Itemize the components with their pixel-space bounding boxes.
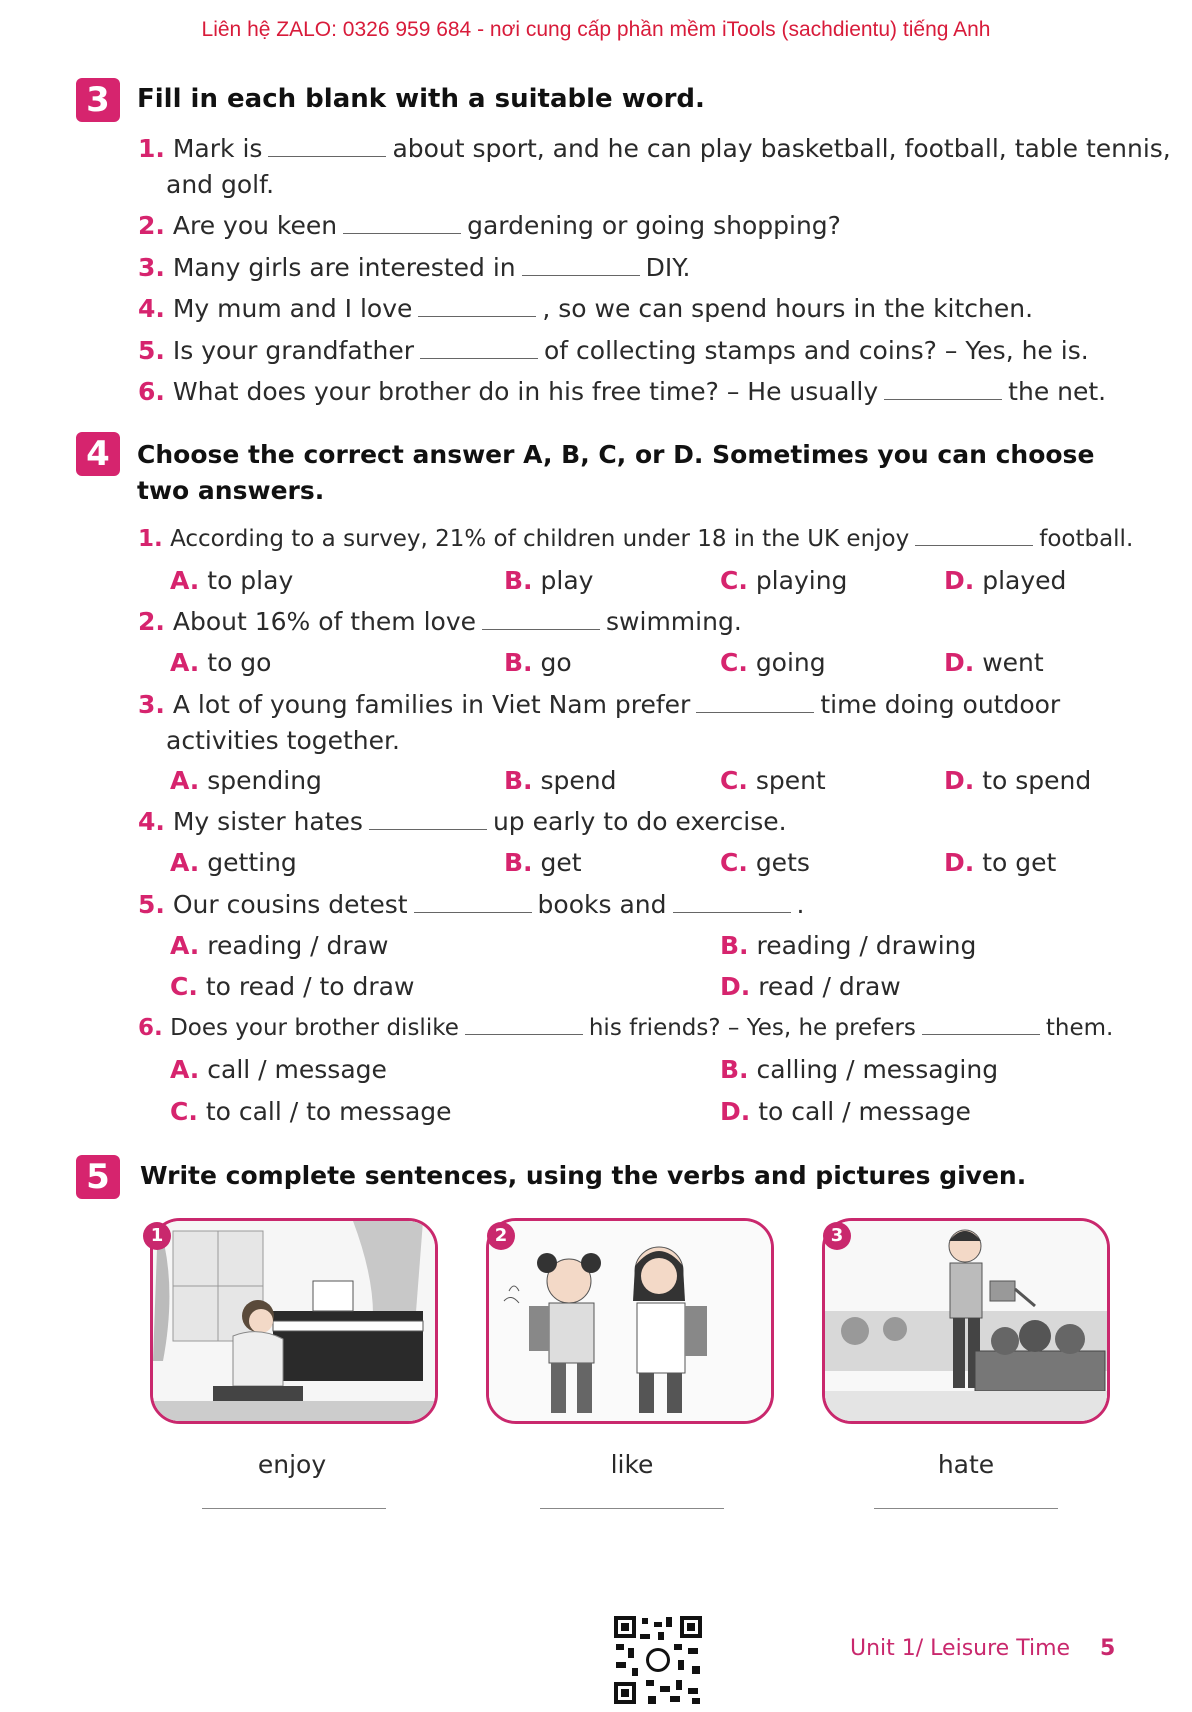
- verb-like: like: [610, 1450, 654, 1479]
- option-text: play: [540, 566, 594, 595]
- question-text: football.: [1039, 526, 1134, 552]
- page-header: Liên hệ ZALO: 0326 959 684 - nơi cung cấp phần mềm iTools (sachdientu) tiếng Anh: [201, 18, 991, 41]
- option-letter: A.: [170, 848, 200, 877]
- ex4-question-4: [138, 807, 787, 836]
- question-number: 5.: [138, 890, 165, 919]
- friends-chatting-illustration: [489, 1221, 771, 1421]
- option-letter: A.: [170, 648, 200, 677]
- option-text: went: [982, 648, 1044, 677]
- option-c[interactable]: [170, 972, 414, 1001]
- question-number: 2.: [138, 607, 165, 636]
- item-number: 5.: [138, 336, 165, 365]
- ex4-question-1: [138, 525, 1133, 552]
- option-text: to play: [207, 566, 294, 595]
- ex3-item-1-cont: and golf.: [166, 170, 275, 199]
- option-a[interactable]: [170, 848, 297, 877]
- option-text: getting: [207, 848, 297, 877]
- item-number: 2.: [138, 211, 165, 240]
- ex4-question-3: [138, 690, 1060, 719]
- option-c[interactable]: [720, 648, 826, 677]
- option-text: to call / message: [758, 1097, 971, 1126]
- item-number: 4.: [138, 294, 165, 323]
- option-b[interactable]: [504, 848, 582, 877]
- option-c[interactable]: [720, 766, 826, 795]
- verb-hate: hate: [937, 1450, 995, 1479]
- question-number: 3.: [138, 690, 165, 719]
- ex4-question-5: [138, 890, 804, 919]
- exercise-3-title: Fill in each blank with a suitable word.: [137, 84, 705, 114]
- option-text: to get: [982, 848, 1057, 877]
- option-letter: B.: [504, 848, 533, 877]
- ex3-item-1: [138, 134, 1171, 163]
- option-text: to spend: [982, 766, 1092, 795]
- question-text: My sister hates: [172, 807, 363, 836]
- option-letter: C.: [170, 972, 198, 1001]
- option-letter: D.: [720, 1097, 751, 1126]
- option-d[interactable]: [944, 848, 1056, 877]
- option-d[interactable]: [944, 648, 1044, 677]
- option-b[interactable]: [504, 566, 593, 595]
- question-text: About 16% of them love: [172, 607, 477, 636]
- item-text: DIY.: [645, 253, 691, 282]
- question-text: According to a survey, 21% of children under 18 in the UK enjoy: [170, 526, 910, 552]
- option-c[interactable]: [720, 566, 847, 595]
- option-letter: B.: [504, 648, 533, 677]
- option-text: to go: [207, 648, 272, 677]
- item-text: My mum and I love: [172, 294, 413, 323]
- option-text: spent: [755, 766, 826, 795]
- option-letter: C.: [720, 566, 748, 595]
- option-letter: C.: [170, 1097, 198, 1126]
- option-text: reading / draw: [207, 931, 389, 960]
- item-number: 1.: [138, 134, 165, 163]
- answer-line-2[interactable]: [540, 1508, 724, 1509]
- option-d[interactable]: [720, 1097, 971, 1126]
- answer-blank[interactable]: [522, 255, 640, 276]
- question-text: them.: [1045, 1015, 1114, 1041]
- option-a[interactable]: [170, 931, 388, 960]
- option-text: gets: [755, 848, 810, 877]
- answer-blank[interactable]: [673, 892, 791, 913]
- answer-blank[interactable]: [915, 525, 1033, 546]
- item-text: gardening or going shopping?: [467, 211, 841, 240]
- ex3-item-6: [138, 377, 1106, 406]
- ex3-item-3: [138, 253, 690, 282]
- option-d[interactable]: [944, 566, 1066, 595]
- item-text: , so we can spend hours in the kitchen.: [542, 294, 1034, 323]
- option-text: calling / messaging: [756, 1055, 999, 1084]
- verb-enjoy: enjoy: [257, 1450, 327, 1479]
- option-letter: D.: [944, 566, 975, 595]
- ex3-item-4: [138, 294, 1033, 323]
- option-d[interactable]: [720, 972, 901, 1001]
- ex4-question-3-cont: activities together.: [166, 726, 400, 755]
- option-a[interactable]: [170, 648, 271, 677]
- answer-blank[interactable]: [696, 692, 814, 713]
- answer-line-3[interactable]: [874, 1508, 1058, 1509]
- item-text: Many girls are interested in: [172, 253, 516, 282]
- option-a[interactable]: [170, 566, 293, 595]
- picture-1-number: 1: [143, 1222, 171, 1250]
- answer-blank[interactable]: [884, 379, 1002, 400]
- answer-blank[interactable]: [369, 809, 487, 830]
- option-letter: A.: [170, 931, 200, 960]
- answer-blank[interactable]: [420, 338, 538, 359]
- option-text: playing: [755, 566, 848, 595]
- footer-unit-title: Unit 1/ Leisure Time: [850, 1636, 1071, 1661]
- option-text: going: [755, 648, 826, 677]
- option-letter: A.: [170, 766, 200, 795]
- option-letter: B.: [720, 931, 749, 960]
- ex4-question-6: [138, 1014, 1113, 1041]
- option-text: to read / to draw: [205, 972, 415, 1001]
- answer-blank[interactable]: [343, 213, 461, 234]
- option-b[interactable]: [720, 931, 976, 960]
- answer-blank[interactable]: [268, 136, 386, 157]
- item-text: Are you keen: [172, 211, 338, 240]
- option-letter: D.: [944, 648, 975, 677]
- picture-1-piano: [150, 1218, 438, 1424]
- qr-code-graphic: [612, 1614, 704, 1706]
- option-text: spend: [540, 766, 617, 795]
- question-text: swimming.: [606, 607, 742, 636]
- exercise-4-badge: 4: [76, 432, 120, 476]
- item-text: the net.: [1008, 377, 1107, 406]
- exercise-5-badge: 5: [76, 1155, 120, 1199]
- option-b[interactable]: [504, 766, 617, 795]
- option-letter: A.: [170, 1055, 200, 1084]
- option-a[interactable]: [170, 766, 322, 795]
- option-letter: D.: [944, 766, 975, 795]
- piano-girl-illustration: [153, 1221, 435, 1421]
- answer-line-1[interactable]: [202, 1508, 386, 1509]
- picture-2-number: 2: [487, 1222, 515, 1250]
- item-number: 6.: [138, 377, 165, 406]
- option-letter: C.: [720, 848, 748, 877]
- ex4-question-2: [138, 607, 742, 636]
- option-text: go: [540, 648, 572, 677]
- answer-blank[interactable]: [465, 1014, 583, 1035]
- option-letter: C.: [720, 766, 748, 795]
- exercise-4-title-cont: two answers.: [137, 476, 325, 505]
- option-text: get: [540, 848, 582, 877]
- exercise-3-badge: 3: [76, 78, 120, 122]
- answer-blank[interactable]: [922, 1014, 1040, 1035]
- question-text: time doing outdoor: [820, 690, 1061, 719]
- exercise-4-title: Choose the correct answer A, B, C, or D. Sometimes you can choose: [137, 440, 1095, 469]
- option-b[interactable]: [504, 648, 572, 677]
- item-number: 3.: [138, 253, 165, 282]
- question-text: Does your brother dislike: [170, 1015, 459, 1041]
- picture-3-number: 3: [823, 1222, 851, 1250]
- answer-blank[interactable]: [418, 296, 536, 317]
- question-number: 6.: [138, 1015, 163, 1041]
- picture-3-gardening: [822, 1218, 1110, 1424]
- item-text: of collecting stamps and coins? – Yes, he is.: [543, 336, 1089, 365]
- option-letter: D.: [944, 848, 975, 877]
- option-b[interactable]: [720, 1055, 998, 1084]
- option-letter: A.: [170, 566, 200, 595]
- option-text: call / message: [207, 1055, 387, 1084]
- option-letter: C.: [720, 648, 748, 677]
- ex3-item-2: [138, 211, 841, 240]
- question-text: his friends? – Yes, he prefers: [588, 1015, 916, 1041]
- option-text: spending: [207, 766, 322, 795]
- item-text: Is your grandfather: [172, 336, 414, 365]
- option-letter: B.: [504, 766, 533, 795]
- qr-code: [612, 1614, 704, 1706]
- gardening-boy-illustration: [825, 1221, 1107, 1421]
- option-text: reading / drawing: [756, 931, 977, 960]
- option-letter: B.: [504, 566, 533, 595]
- option-text: played: [982, 566, 1067, 595]
- page-number: 5: [1100, 1636, 1116, 1661]
- option-text: to call / to message: [205, 1097, 452, 1126]
- exercise-5-title: Write complete sentences, using the verbs and pictures given.: [140, 1161, 1027, 1190]
- question-text: up early to do exercise.: [492, 807, 787, 836]
- item-text: Mark is: [172, 134, 263, 163]
- question-text: A lot of young families in Viet Nam prefer: [172, 690, 691, 719]
- option-letter: B.: [720, 1055, 749, 1084]
- picture-2-friends: [486, 1218, 774, 1424]
- question-number: 4.: [138, 807, 165, 836]
- option-a[interactable]: [170, 1055, 387, 1084]
- option-letter: D.: [720, 972, 751, 1001]
- answer-blank[interactable]: [482, 609, 600, 630]
- question-number: 1.: [138, 526, 163, 552]
- option-c[interactable]: [170, 1097, 452, 1126]
- question-text: books and: [537, 890, 667, 919]
- item-text: about sport, and he can play basketball, football, table tennis,: [392, 134, 1171, 163]
- ex3-item-5: [138, 336, 1089, 365]
- question-text: .: [796, 890, 805, 919]
- option-d[interactable]: [944, 766, 1091, 795]
- option-c[interactable]: [720, 848, 810, 877]
- answer-blank[interactable]: [414, 892, 532, 913]
- option-text: read / draw: [758, 972, 901, 1001]
- item-text: What does your brother do in his free time? – He usually: [172, 377, 879, 406]
- question-text: Our cousins detest: [172, 890, 408, 919]
